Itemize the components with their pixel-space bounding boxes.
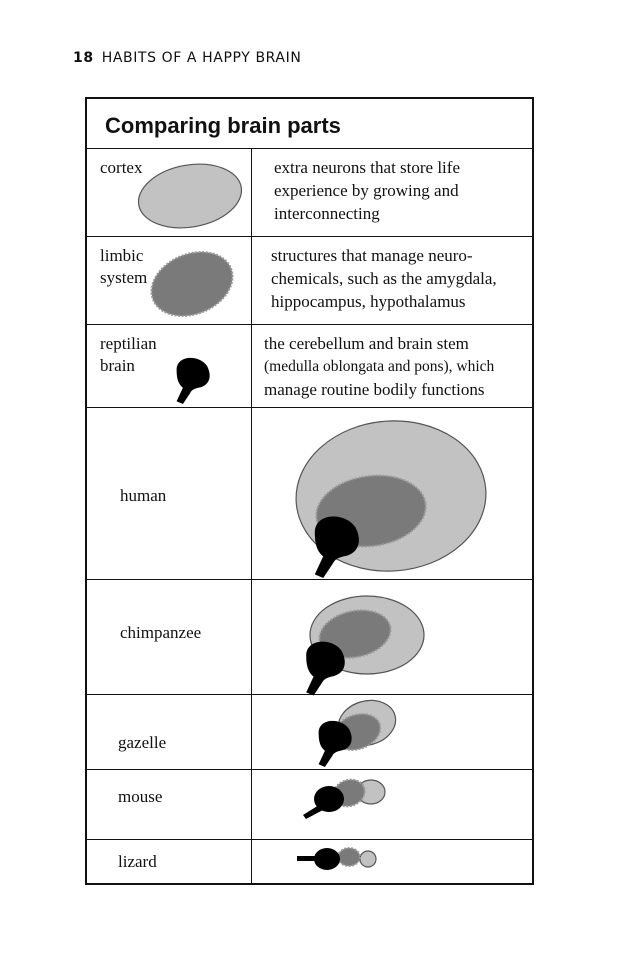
cortex-icon xyxy=(133,156,246,235)
part-label-limbic: limbic system xyxy=(100,246,148,287)
gazelle-brain-icon xyxy=(319,694,401,767)
table-title: Comparing brain parts xyxy=(105,113,341,138)
part-description-reptilian: the cerebellum and brain stem (medulla oblongata and pons), which manage routine bodily functions xyxy=(264,334,495,399)
part-label-reptilian: reptilian brain xyxy=(100,334,157,375)
comparison-table xyxy=(85,97,534,885)
part-description-limbic: structures that manage neuro- chemicals, such as the amygdala, hippocampus, hypothalamus xyxy=(271,246,497,311)
page-number: 18 xyxy=(73,50,94,66)
part-description-cortex: extra neurons that store life experience by growing and interconnecting xyxy=(274,158,460,223)
chimpanzee-brain-icon xyxy=(306,596,424,696)
reptilian-icon xyxy=(177,358,210,404)
mouse-brain-icon xyxy=(303,775,385,819)
part-label-cortex: cortex xyxy=(100,158,143,177)
running-head xyxy=(73,50,301,66)
lizard-brain-icon xyxy=(297,848,376,870)
animal-label-gazelle: gazelle xyxy=(118,733,167,752)
human-brain-icon xyxy=(291,415,491,578)
animal-label-mouse: mouse xyxy=(118,787,163,806)
book-title: HABITS OF A HAPPY BRAIN xyxy=(101,50,302,66)
brain-illustrations xyxy=(87,99,536,887)
limbic-icon xyxy=(142,240,242,327)
animal-label-lizard: lizard xyxy=(118,852,157,871)
animal-label-human: human xyxy=(120,486,167,505)
animal-label-chimpanzee: chimpanzee xyxy=(120,623,202,642)
